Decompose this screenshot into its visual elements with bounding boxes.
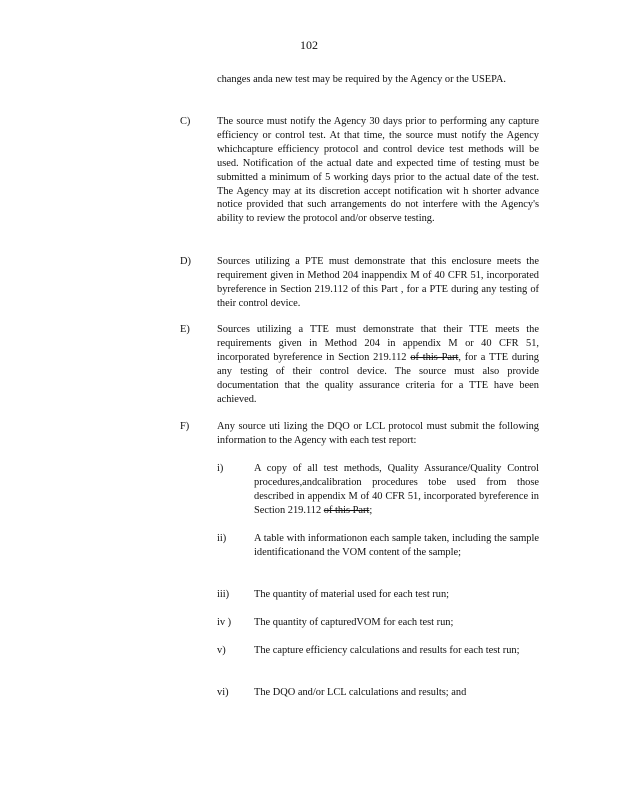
- item-text-e: [217, 323, 539, 406]
- item-text-f: Any source uti lizing the DQO or LCL protocol must submit the following information to the Agency with each test report:: [217, 421, 539, 446]
- item-text-e-part1: Sources utilizing a TTE must demonstrate that their TTE meets the requirements given in Method 204 in appendix M or 40 CFR 51, incorporated byreference in Section 219.112: [217, 324, 539, 363]
- struck-text-i: of this Part: [323, 504, 370, 516]
- continuation-paragraph: [217, 73, 539, 87]
- subitem-label-vi: vi): [217, 687, 229, 698]
- subitem-label-ii: ii): [217, 533, 227, 544]
- continuation-text: changes anda new test may be required by the Agency or the USEPA.: [217, 74, 507, 85]
- item-text-d: Sources utilizing a PTE must demonstrate that this enclosure meets the requirement given in Method 204 inappendix M of 40 CFR 51, incorporated byreference in Section 219.112 of this Part , for a PTE during any testing of their control device.: [217, 256, 539, 309]
- item-text-e-part2: , for a TTE during any testing of their control device. The source must also provide documentation that the quality assurance criteria for a TTE have been achieved.: [217, 351, 539, 405]
- item-label-f: F): [180, 421, 190, 432]
- item-label-e: E): [180, 324, 190, 335]
- page-number: 102: [300, 38, 318, 52]
- subitem-text-ii: A table with informationon each sample taken, including the sample identificationand the VOM content of the sample;: [254, 533, 539, 558]
- item-text-c: The source must notify the Agency 30 days prior to performing any capture efficiency or control test. At that time, the source must notify the Agency whichcapture efficiency protocol and control device test methods will be used. Notification of the actual date and expected time of testing must be submitted a minimum of 5 working days prior to the actual date of the test. The Agency may at its discretion accept notification wit h shorter advance notice provided that such arrangements do not interfere with the Agency's ability to review the protocol and/or observe testing.: [217, 116, 539, 225]
- subitem-text-i-part2: ;: [369, 504, 373, 516]
- item-label-d: D): [180, 256, 191, 267]
- subitem-text-i: [254, 462, 539, 518]
- subitem-label-v: v): [217, 645, 226, 656]
- subitem-label-i: i): [217, 463, 224, 474]
- subitem-label-iii: iii): [217, 589, 230, 600]
- subitem-text-iii: The quantity of material used for each test run;: [254, 589, 450, 600]
- subitem-label-iv: iv ): [217, 617, 232, 628]
- subitem-text-i-part1: A copy of all test methods, Quality Assurance/Quality Control procedures,andcalibration procedures tobe used from those described in appendix M of 40 CFR 51, incorporated byreference in Section 219.112: [254, 463, 539, 516]
- subitem-text-v: The capture efficiency calculations and results for each test run;: [254, 645, 520, 656]
- subitem-text-vi: The DQO and/or LCL calculations and results; and: [254, 687, 467, 698]
- item-label-c: C): [180, 116, 191, 127]
- subitem-text-iv: The quantity of capturedVOM for each test run;: [254, 617, 454, 628]
- struck-text-e: of this Part: [410, 351, 459, 363]
